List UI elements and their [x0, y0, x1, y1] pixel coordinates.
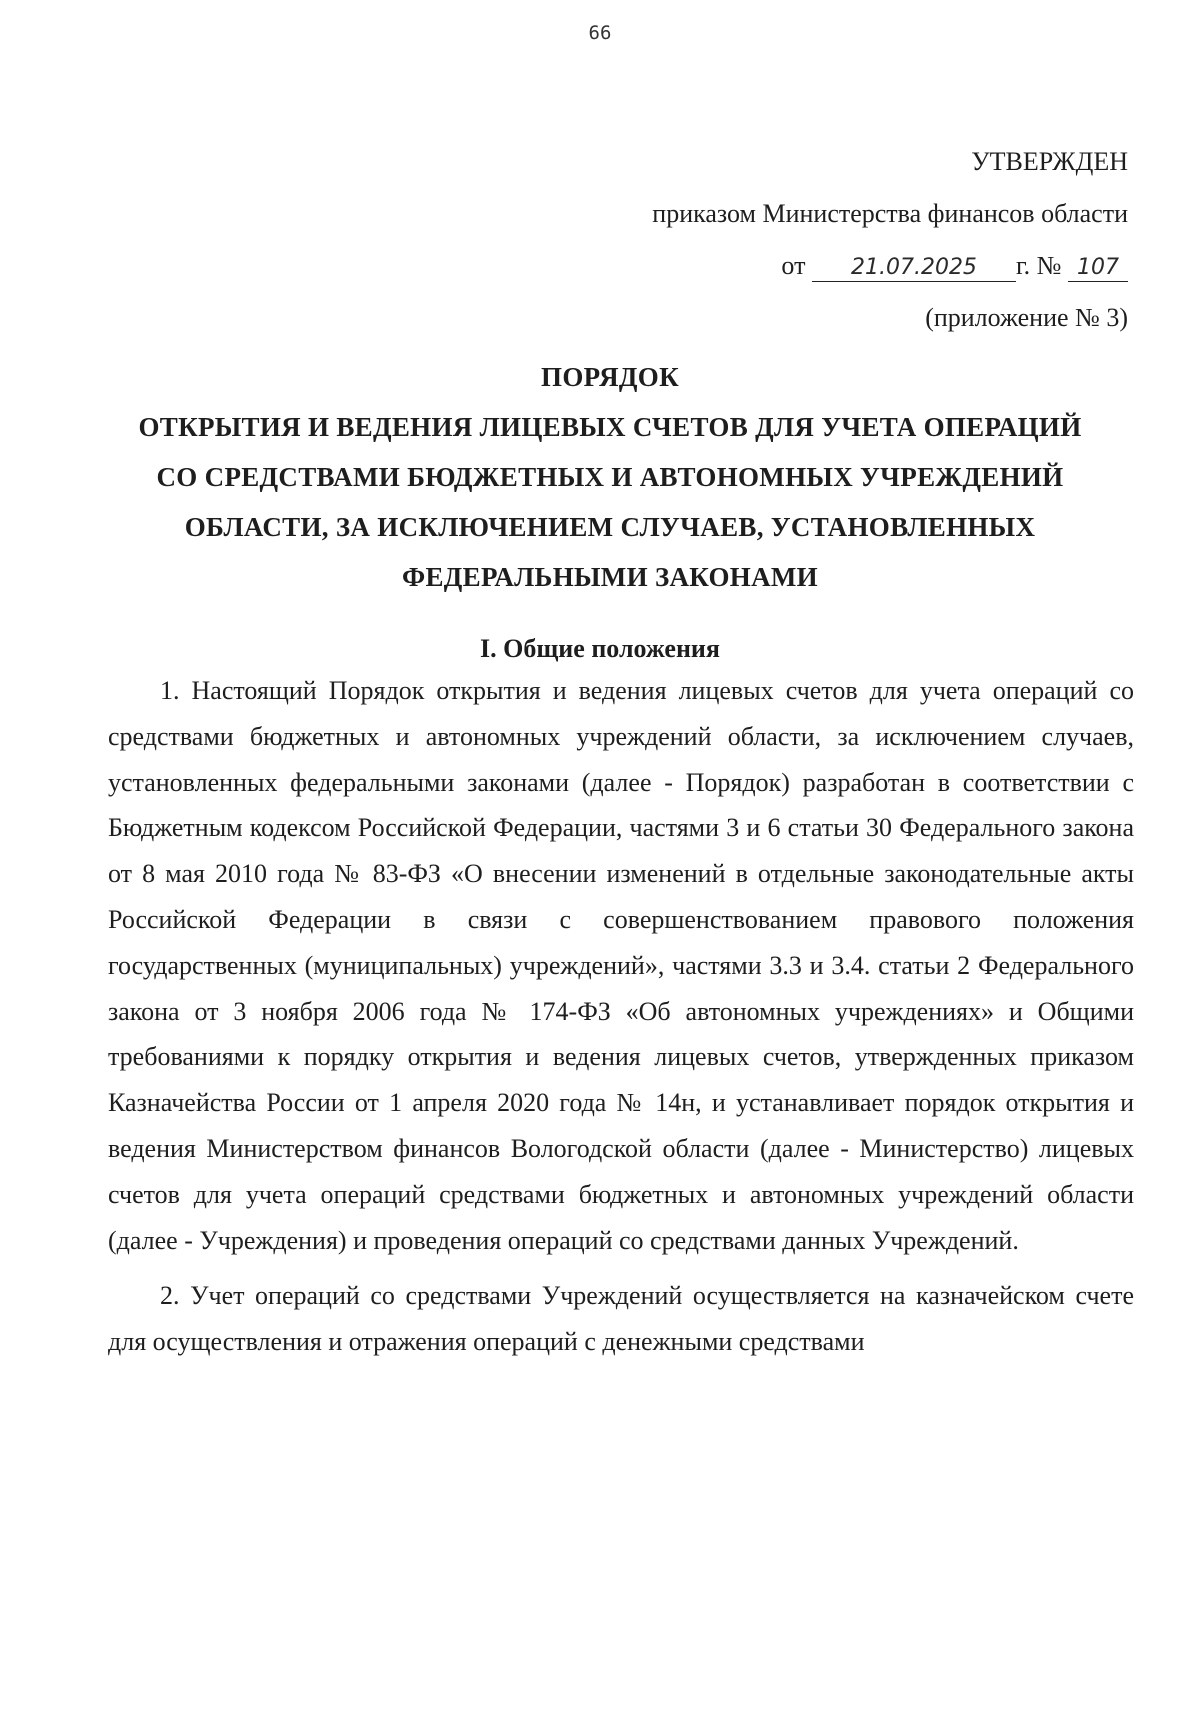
title-line: ФЕДЕРАЛЬНЫМИ ЗАКОНАМИ — [402, 562, 818, 592]
handwritten-order-number: 107 — [1068, 255, 1128, 282]
appendix-label: (приложение № 3) — [925, 303, 1128, 332]
title-line: СО СРЕДСТВАМИ БЮДЖЕТНЫХ И АВТОНОМНЫХ УЧРЕЖДЕНИЙ — [156, 462, 1064, 492]
order-date-line — [652, 240, 1128, 292]
from-label: от — [781, 251, 806, 280]
paragraph: 2. Учет операций со средствами Учреждений осуществляется на казначейском счете для осуществления и отражения операций с денежными средствами — [108, 1281, 1134, 1357]
handwritten-date: 21.07.2025 — [812, 255, 1016, 282]
paragraph: 1. Настоящий Порядок открытия и ведения лицевых счетов для учета операций со средствами бюджетных и автономных учреждений области, за исключением случаев, установленных федеральными законами (далее - Порядок) разработан в соответствии с Бюджетным кодексом Российской Федерации, частями 3 и 6 статьи 30 Федерального закона от 8 мая 2010 года № 83-ФЗ «О внесении изменений в отдельные законодательные акты Российской Федерации в связи с совершенствованием правового положения государственных (муниципальных) учреждений», частями 3.3 и 3.4. статьи 2 Федерального закона от 3 ноября 2006 года № 174-ФЗ «Об автономных учреждениях» и Общими требованиями к порядку открытия и ведения лицевых счетов, утвержденных приказом Казначейства России от 1 апреля 2020 года № 14н, и устанавливает порядок открытия и ведения Министерством финансов Вологодской области (далее - Министерство) лицевых счетов для учета операций средствами бюджетных и автономных учреждений области (далее - Учреждения) и проведения операций со средствами данных Учреждений. — [108, 676, 1134, 1255]
title-line: ОБЛАСТИ, ЗА ИСКЛЮЧЕНИЕМ СЛУЧАЕВ, УСТАНОВЛЕННЫХ — [184, 512, 1036, 542]
order-line: приказом Министерства финансов области — [652, 199, 1128, 228]
document-title — [110, 352, 1110, 602]
page-number: 66 — [588, 22, 612, 44]
year-number-label: г. № — [1015, 251, 1062, 280]
title-line: ОТКРЫТИЯ И ВЕДЕНИЯ ЛИЦЕВЫХ СЧЕТОВ ДЛЯ УЧЕТА ОПЕРАЦИЙ — [138, 412, 1082, 442]
section-heading: I. Общие положения — [480, 634, 720, 663]
approved-label: УТВЕРЖДЕН — [971, 147, 1128, 176]
title-line: ПОРЯДОК — [541, 362, 679, 392]
body-text — [108, 668, 1134, 1375]
approval-stamp-block — [652, 136, 1128, 344]
